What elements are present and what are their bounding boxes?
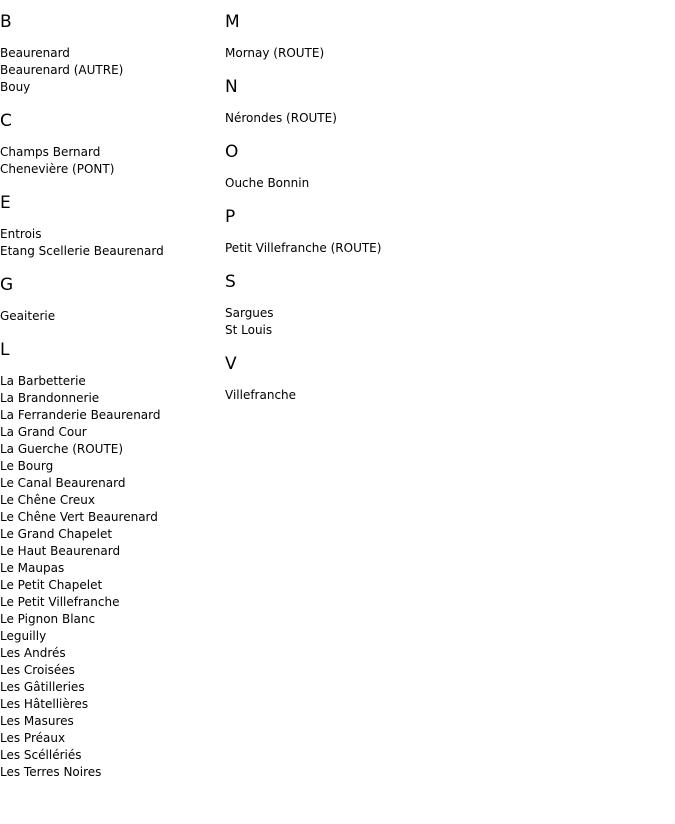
place-list <box>225 45 525 62</box>
place-name: Le Grand Chapelet <box>0 527 113 541</box>
section-e <box>0 192 220 260</box>
place-name: Sargues <box>225 306 274 320</box>
place-list <box>225 387 525 404</box>
section-letter-heading: C <box>0 111 12 131</box>
place-list <box>225 110 525 127</box>
place-name: Le Petit Villefranche <box>0 595 120 609</box>
place-name: Nérondes (ROUTE) <box>225 111 337 125</box>
place-list <box>225 175 525 192</box>
place-name: Le Petit Chapelet <box>0 578 103 592</box>
place-list <box>0 144 220 178</box>
place-name: La Brandonnerie <box>0 391 100 405</box>
section-letter-heading: M <box>225 12 240 32</box>
section-letter-heading: E <box>0 193 11 213</box>
place-name: Beaurenard (AUTRE) <box>0 63 124 77</box>
place-name: La Ferranderie Beaurenard <box>0 408 161 422</box>
section-letter-heading: B <box>0 12 12 32</box>
section-c <box>0 110 220 178</box>
place-name: Bouy <box>0 80 31 94</box>
place-name: Les Andrés <box>0 646 66 660</box>
section-v <box>225 353 525 404</box>
place-name: La Barbetterie <box>0 374 86 388</box>
place-name: Les Gâtilleries <box>0 680 85 694</box>
section-letter-heading: L <box>0 340 10 360</box>
place-list <box>225 305 525 339</box>
place-name: Champs Bernard <box>0 145 101 159</box>
left-column <box>0 11 220 795</box>
section-letter-heading: S <box>225 272 236 292</box>
place-name: Geaiterie <box>0 309 56 323</box>
place-list <box>0 45 220 96</box>
section-letter-heading: N <box>225 77 238 97</box>
place-name: La Guerche (ROUTE) <box>0 442 124 456</box>
place-name: Villefranche <box>225 388 297 402</box>
section-letter-heading: P <box>225 207 236 227</box>
section-s <box>225 271 525 339</box>
place-name: Le Chêne Creux <box>0 493 95 507</box>
section-letter-heading: G <box>0 275 14 295</box>
place-name: Le Maupas <box>0 561 65 575</box>
section-p <box>225 206 525 257</box>
section-b <box>0 11 220 96</box>
place-list <box>225 240 525 257</box>
section-letter-heading: V <box>225 354 237 374</box>
place-name: Entrois <box>0 227 42 241</box>
place-name: Ouche Bonnin <box>225 176 310 190</box>
place-list <box>0 373 220 781</box>
place-name: Les Préaux <box>0 731 66 745</box>
section-n <box>225 76 525 127</box>
place-name: Beaurenard <box>0 46 70 60</box>
place-name: Le Pignon Blanc <box>0 612 96 626</box>
place-name: St Louis <box>225 323 273 337</box>
place-name: Les Hâtellières <box>0 697 89 711</box>
place-list <box>0 226 220 260</box>
place-name: Le Chêne Vert Beaurenard <box>0 510 158 524</box>
section-m <box>225 11 525 62</box>
section-g <box>0 274 220 325</box>
place-name: Les Croisées <box>0 663 75 677</box>
place-name: Etang Scellerie Beaurenard <box>0 244 164 258</box>
place-name: Les Masures <box>0 714 74 728</box>
section-l <box>0 339 220 781</box>
place-name: Le Bourg <box>0 459 54 473</box>
place-name: Le Haut Beaurenard <box>0 544 121 558</box>
place-name: Le Canal Beaurenard <box>0 476 126 490</box>
place-name: Petit Villefranche (ROUTE) <box>225 241 382 255</box>
place-name: Leguilly <box>0 629 47 643</box>
section-letter-heading: O <box>225 142 239 162</box>
place-list <box>0 308 220 325</box>
section-o <box>225 141 525 192</box>
place-name: Les Scéllériés <box>0 748 82 762</box>
place-name: La Grand Cour <box>0 425 87 439</box>
place-name: Chenevière (PONT) <box>0 162 115 176</box>
right-column <box>225 11 525 418</box>
place-name: Mornay (ROUTE) <box>225 46 325 60</box>
place-name: Les Terres Noires <box>0 765 102 779</box>
